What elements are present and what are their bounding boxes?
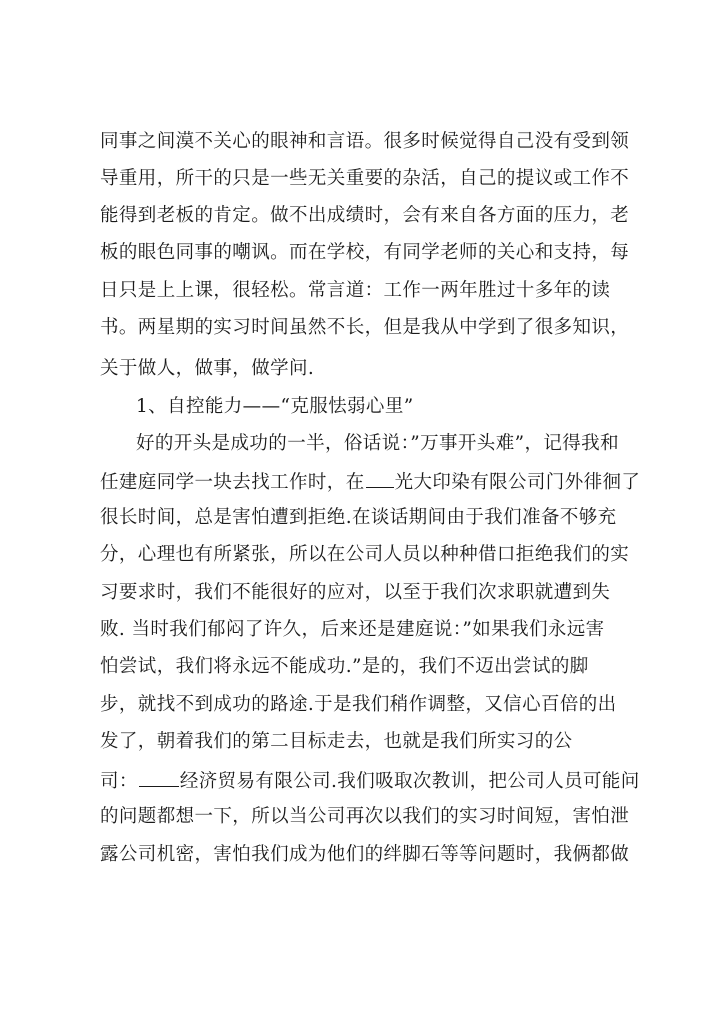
text-line: 书。两星期的实习时间虽然不长，但是我从中学到了很多知识，: [100, 317, 630, 338]
text-segment: 光大印染有限公司门外徘徊了: [394, 472, 641, 493]
fill-in-blank: [139, 768, 179, 787]
text-line: 导重用，所干的只是一些无关重要的杂活，自己的提议或工作不: [100, 168, 630, 189]
fill-in-blank: [366, 469, 394, 488]
text-line: 很长时间，总是害怕遭到拒绝.在谈话期间由于我们准备不够充: [100, 507, 617, 528]
text-segment: 任建庭同学一块去找工作时，在: [100, 472, 365, 493]
section-heading: 1、自控能力——“克服怯弱心里”: [136, 396, 414, 417]
text-segment: 司：: [100, 771, 138, 792]
text-segment: 经济贸易有限公司.我们吸取次教训，把公司人员可能问: [179, 771, 640, 792]
text-line: 分，心理也有所紧张，所以在公司人员以种种借口拒绝我们的实: [100, 544, 630, 565]
text-line: 露公司机密，害怕我们成为他们的绊脚石等等问题时，我俩都做: [100, 844, 630, 865]
text-line: 同事之间漠不关心的眼神和言语。很多时候觉得自己没有受到领: [100, 131, 630, 152]
text-line: 关于做人，做事，做学问.: [100, 358, 315, 379]
text-line: 习要求时，我们不能很好的应对，以至于我们次求职就遭到失: [100, 582, 611, 603]
text-line: 怕尝试，我们将永远不能成功.”是的，我们不迈出尝试的脚: [100, 656, 589, 677]
text-line: 能得到老板的肯定。做不出成绩时，会有来自各方面的压力，老: [100, 205, 630, 226]
text-line: 板的眼色同事的嘲讽。而在学校，有同学老师的关心和支持，每: [100, 242, 630, 263]
text-line: 好的开头是成功的一半，俗话说：”万事开头难”，记得我和: [136, 433, 619, 454]
text-line: 败. 当时我们郁闷了许久，后来还是建庭说：”如果我们永远害: [100, 619, 605, 640]
text-line-with-blank: [100, 768, 640, 794]
text-line: 的问题都想一下，所以当公司再次以我们的实习时间短，害怕泄: [100, 806, 630, 827]
text-line: 发了，朝着我们的第二目标走去，也就是我们所实习的公: [100, 731, 573, 752]
text-line: 步，就找不到成功的路途.于是我们稍作调整，又信心百倍的出: [100, 694, 617, 715]
text-line: 日只是上上课，很轻松。常言道：工作一两年胜过十多年的读: [100, 280, 611, 301]
text-line-with-blank: [100, 469, 640, 495]
